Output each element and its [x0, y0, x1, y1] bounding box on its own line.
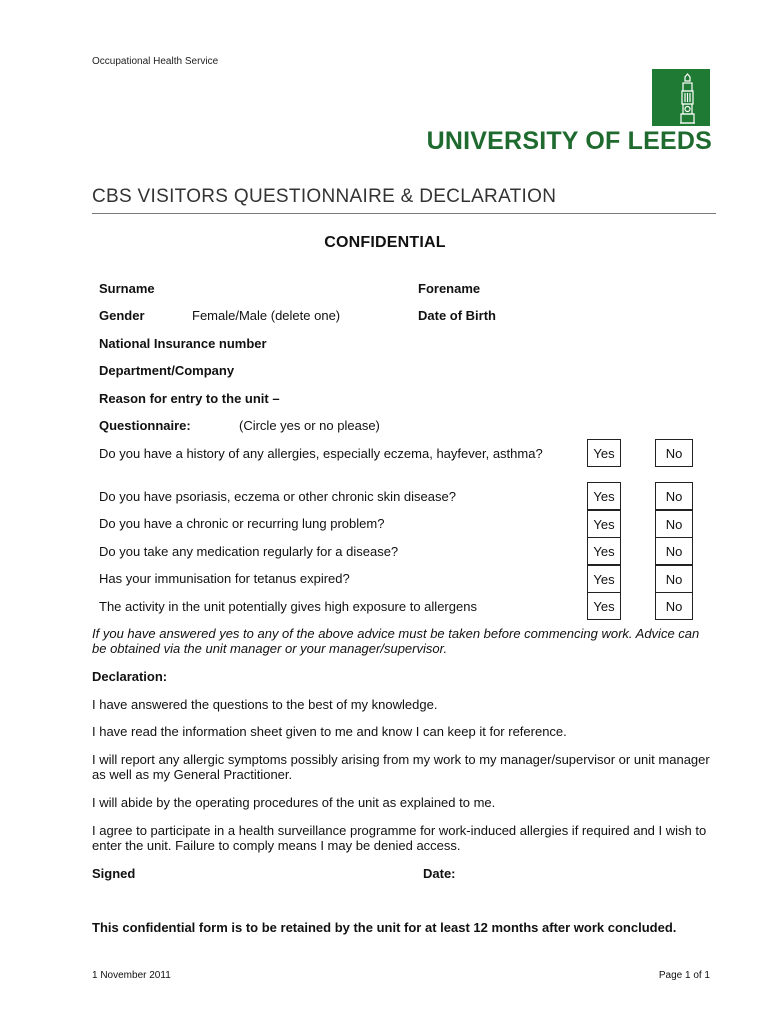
question-2: Do you have psoriasis, eczema or other chronic skin disease?	[99, 489, 456, 504]
declaration-item-2: I have read the information sheet given to me and know I can keep it for reference.	[92, 724, 567, 739]
questionnaire-label: Questionnaire:	[99, 418, 191, 433]
confidential-heading: CONFIDENTIAL	[324, 234, 446, 251]
department-label: Department/Company	[99, 363, 235, 378]
ni-number-label: National Insurance number	[99, 336, 267, 351]
question-3: Do you have a chronic or recurring lung problem?	[99, 516, 385, 531]
yes-option-2[interactable]: Yes	[587, 482, 621, 510]
retention-notice: This confidential form is to be retained by the unit for at least 12 months after work concluded.	[92, 920, 677, 935]
service-name: Occupational Health Service	[92, 56, 219, 67]
forename-label: Forename	[418, 281, 481, 296]
question-6: The activity in the unit potentially gives high exposure to allergens	[99, 599, 477, 614]
yes-option-1[interactable]: Yes	[587, 439, 621, 467]
questionnaire-instruction: (Circle yes or no please)	[239, 418, 380, 433]
dob-label: Date of Birth	[418, 308, 496, 323]
no-option-3[interactable]: No	[655, 510, 693, 538]
yes-option-4[interactable]: Yes	[587, 537, 621, 565]
declaration-heading: Declaration:	[92, 669, 168, 684]
no-option-6[interactable]: No	[655, 592, 693, 620]
gender-label: Gender	[99, 308, 145, 323]
footer-date: 1 November 2011	[92, 970, 171, 981]
declaration-item-1: I have answered the questions to the best of my knowledge.	[92, 697, 438, 712]
no-option-2[interactable]: No	[655, 482, 693, 510]
no-option-5[interactable]: No	[655, 565, 693, 593]
tower-icon	[652, 69, 710, 126]
leeds-tower-logo	[652, 69, 710, 126]
question-4: Do you take any medication regularly for a disease?	[99, 544, 399, 559]
page-number: Page 1 of 1	[658, 970, 710, 981]
advice-note: If you have answered yes to any of the above advice must be taken before commencing work. Advice can be obtained via the unit manager or your manager/supervisor.	[92, 626, 700, 656]
declaration-item-3: I will report any allergic symptoms possibly arising from my work to my manager/supervisor or unit manager as well as my General Practitioner.	[92, 752, 710, 782]
surname-label: Surname	[99, 281, 155, 296]
yes-option-5[interactable]: Yes	[587, 565, 621, 593]
gender-options: Female/Male (delete one)	[192, 308, 341, 323]
title-divider	[92, 213, 716, 214]
no-option-4[interactable]: No	[655, 537, 693, 565]
form-title: CBS VISITORS QUESTIONNAIRE & DECLARATION	[92, 186, 557, 207]
yes-option-3[interactable]: Yes	[587, 510, 621, 538]
no-option-1[interactable]: No	[655, 439, 693, 467]
question-1: Do you have a history of any allergies, especially eczema, hayfever, asthma?	[99, 446, 543, 461]
yes-option-6[interactable]: Yes	[587, 592, 621, 620]
question-5: Has your immunisation for tetanus expired?	[99, 571, 350, 586]
date-label: Date:	[423, 866, 456, 881]
signed-label: Signed	[92, 866, 136, 881]
reason-label: Reason for entry to the unit –	[99, 391, 280, 406]
declaration-item-4: I will abide by the operating procedures of the unit as explained to me.	[92, 795, 496, 810]
university-name: UNIVERSITY OF LEEDS	[426, 127, 712, 155]
declaration-item-5: I agree to participate in a health surveillance programme for work-induced allergies if required and I wish to enter the unit. Failure to comply means I may be denied access.	[92, 823, 707, 853]
